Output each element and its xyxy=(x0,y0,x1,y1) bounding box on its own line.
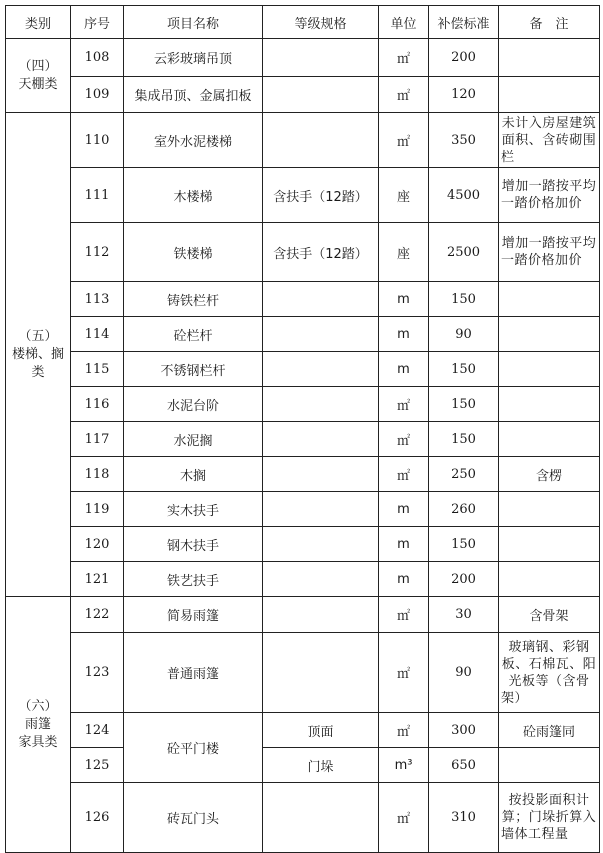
table-row xyxy=(6,527,600,562)
table-row xyxy=(6,113,600,168)
header-name: 项目名称 xyxy=(124,6,263,39)
price-cell: 150 xyxy=(429,527,499,562)
price-cell: 200 xyxy=(429,562,499,597)
unit-cell: ㎡ xyxy=(379,783,429,853)
seq-cell: 116 xyxy=(71,387,124,422)
remark-cell xyxy=(499,562,600,597)
spec-cell xyxy=(263,457,379,492)
price-cell: 650 xyxy=(429,748,499,783)
name-cell: 砼平门楼 xyxy=(124,713,263,783)
name-cell: 普通雨篷 xyxy=(124,633,263,713)
spec-cell xyxy=(263,562,379,597)
name-cell: 水泥搁 xyxy=(124,422,263,457)
seq-cell: 125 xyxy=(71,748,124,783)
price-cell: 150 xyxy=(429,282,499,317)
spec-cell xyxy=(263,387,379,422)
name-cell: 实木扶手 xyxy=(124,492,263,527)
price-cell: 350 xyxy=(429,113,499,168)
remark-cell xyxy=(499,282,600,317)
remark-cell xyxy=(499,422,600,457)
spec-cell xyxy=(263,633,379,713)
unit-cell: ㎡ xyxy=(379,422,429,457)
unit-cell: ㎡ xyxy=(379,113,429,168)
spec-cell: 含扶手（12踏） xyxy=(263,168,379,223)
seq-cell: 123 xyxy=(71,633,124,713)
seq-cell: 118 xyxy=(71,457,124,492)
spec-cell xyxy=(263,317,379,352)
name-cell: 木搁 xyxy=(124,457,263,492)
unit-cell: ㎡ xyxy=(379,77,429,113)
price-cell: 310 xyxy=(429,783,499,853)
unit-cell: m xyxy=(379,492,429,527)
remark-cell xyxy=(499,39,600,77)
spec-cell xyxy=(263,422,379,457)
seq-cell: 122 xyxy=(71,597,124,633)
seq-cell: 114 xyxy=(71,317,124,352)
header-row xyxy=(6,6,600,39)
name-cell: 水泥台阶 xyxy=(124,387,263,422)
name-cell: 铁艺扶手 xyxy=(124,562,263,597)
table-row xyxy=(6,317,600,352)
table-row xyxy=(6,492,600,527)
unit-cell: m xyxy=(379,352,429,387)
remark-cell: 未计入房屋建筑面积、含砖砌围栏 xyxy=(499,113,600,168)
name-cell: 铸铁栏杆 xyxy=(124,282,263,317)
spec-cell: 门垛 xyxy=(263,748,379,783)
remark-cell xyxy=(499,352,600,387)
header-category: 类别 xyxy=(6,6,71,39)
table-row xyxy=(6,387,600,422)
spec-cell: 顶面 xyxy=(263,713,379,748)
price-cell: 4500 xyxy=(429,168,499,223)
name-cell: 铁楼梯 xyxy=(124,223,263,282)
table-row xyxy=(6,457,600,492)
table-row xyxy=(6,422,600,457)
category-label: （五） 楼梯、搁 类 xyxy=(11,328,64,380)
remark-cell: 增加一踏按平均一踏价格加价 xyxy=(499,168,600,223)
unit-cell: 座 xyxy=(379,168,429,223)
header-seq: 序号 xyxy=(71,6,124,39)
price-cell: 90 xyxy=(429,633,499,713)
spec-cell xyxy=(263,113,379,168)
price-cell: 30 xyxy=(429,597,499,633)
category-label: （六） 雨篷 家具类 xyxy=(18,698,58,750)
table-row xyxy=(6,783,600,853)
table-row xyxy=(6,562,600,597)
seq-cell: 119 xyxy=(71,492,124,527)
remark-cell: 增加一踏按平均一踏价格加价 xyxy=(499,223,600,282)
name-cell: 不锈钢栏杆 xyxy=(124,352,263,387)
unit-cell: m³ xyxy=(379,748,429,783)
seq-cell: 117 xyxy=(71,422,124,457)
price-cell: 90 xyxy=(429,317,499,352)
table-row xyxy=(6,713,600,748)
seq-cell: 124 xyxy=(71,713,124,748)
name-cell: 集成吊顶、金属扣板 xyxy=(124,77,263,113)
remark-cell: 玻璃钢、彩钢板、石棉瓦、阳光板等（含骨架） xyxy=(499,633,600,713)
remark-cell xyxy=(499,527,600,562)
category-cell xyxy=(6,113,71,597)
compensation-table xyxy=(5,5,600,853)
table-row xyxy=(6,223,600,282)
table-row xyxy=(6,282,600,317)
name-cell: 砼栏杆 xyxy=(124,317,263,352)
spec-cell xyxy=(263,527,379,562)
seq-cell: 113 xyxy=(71,282,124,317)
unit-cell: m xyxy=(379,562,429,597)
table-row xyxy=(6,748,600,783)
unit-cell: m xyxy=(379,527,429,562)
table-row xyxy=(6,77,600,113)
seq-cell: 112 xyxy=(71,223,124,282)
category-cell xyxy=(6,39,71,113)
table-row xyxy=(6,352,600,387)
header-price: 补偿标准 xyxy=(429,6,499,39)
remark-cell: 砼雨篷同 xyxy=(499,713,600,748)
table-row xyxy=(6,633,600,713)
price-cell: 260 xyxy=(429,492,499,527)
unit-cell: ㎡ xyxy=(379,457,429,492)
spec-cell xyxy=(263,39,379,77)
remark-cell xyxy=(499,317,600,352)
header-unit: 单位 xyxy=(379,6,429,39)
price-cell: 200 xyxy=(429,39,499,77)
remark-cell xyxy=(499,748,600,783)
price-cell: 150 xyxy=(429,387,499,422)
spec-cell xyxy=(263,597,379,633)
remark-cell xyxy=(499,77,600,113)
spec-cell xyxy=(263,282,379,317)
table-row xyxy=(6,168,600,223)
price-cell: 150 xyxy=(429,352,499,387)
remark-cell xyxy=(499,387,600,422)
unit-cell: m xyxy=(379,317,429,352)
seq-cell: 115 xyxy=(71,352,124,387)
name-cell: 钢木扶手 xyxy=(124,527,263,562)
spec-cell xyxy=(263,492,379,527)
name-cell: 木楼梯 xyxy=(124,168,263,223)
unit-cell: 座 xyxy=(379,223,429,282)
price-cell: 250 xyxy=(429,457,499,492)
seq-cell: 126 xyxy=(71,783,124,853)
header-spec: 等级规格 xyxy=(263,6,379,39)
price-cell: 120 xyxy=(429,77,499,113)
unit-cell: ㎡ xyxy=(379,713,429,748)
seq-cell: 121 xyxy=(71,562,124,597)
name-cell: 砖瓦门头 xyxy=(124,783,263,853)
spec-cell: 含扶手（12踏） xyxy=(263,223,379,282)
category-cell xyxy=(6,597,71,853)
unit-cell: ㎡ xyxy=(379,387,429,422)
price-cell: 300 xyxy=(429,713,499,748)
remark-cell xyxy=(499,492,600,527)
seq-cell: 108 xyxy=(71,39,124,77)
name-cell: 云彩玻璃吊顶 xyxy=(124,39,263,77)
header-remark: 备 注 xyxy=(499,6,600,39)
unit-cell: m xyxy=(379,282,429,317)
spec-cell xyxy=(263,352,379,387)
seq-cell: 109 xyxy=(71,77,124,113)
unit-cell: ㎡ xyxy=(379,633,429,713)
unit-cell: ㎡ xyxy=(379,597,429,633)
seq-cell: 120 xyxy=(71,527,124,562)
remark-cell: 含楞 xyxy=(499,457,600,492)
remark-cell: 含骨架 xyxy=(499,597,600,633)
price-cell: 2500 xyxy=(429,223,499,282)
spec-cell xyxy=(263,77,379,113)
table-row xyxy=(6,597,600,633)
category-label: （四） 天棚类 xyxy=(18,58,58,92)
table-row xyxy=(6,39,600,77)
remark-cell: 按投影面积计算；门垛折算入墙体工程量 xyxy=(499,783,600,853)
price-cell: 150 xyxy=(429,422,499,457)
spec-cell xyxy=(263,783,379,853)
seq-cell: 110 xyxy=(71,113,124,168)
name-cell: 简易雨篷 xyxy=(124,597,263,633)
seq-cell: 111 xyxy=(71,168,124,223)
unit-cell: ㎡ xyxy=(379,39,429,77)
name-cell: 室外水泥楼梯 xyxy=(124,113,263,168)
